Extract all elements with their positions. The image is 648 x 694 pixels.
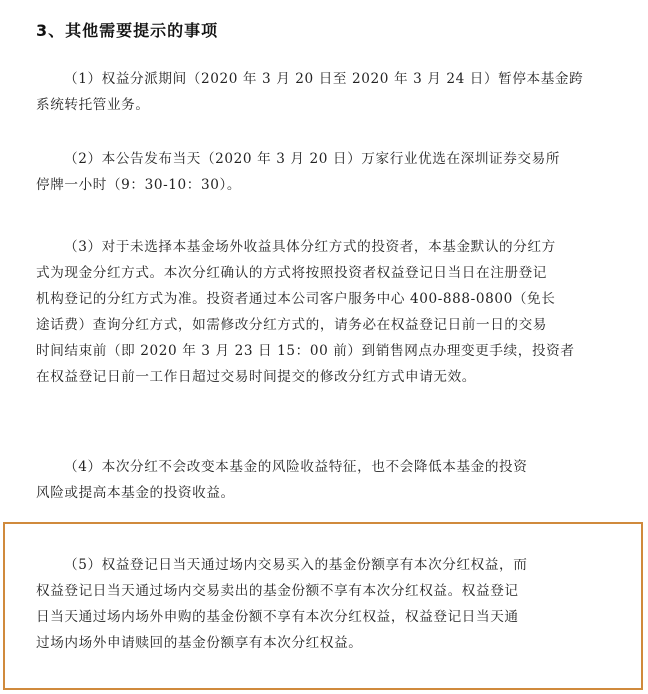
paragraph-line: 途话费）查询分红方式，如需修改分红方式的，请务必在权益登记日前一日的交易 [36, 317, 547, 333]
paragraph-line: 风险或提高本基金的投资收益。 [36, 485, 235, 501]
section-heading: 3、其他需要提示的事项 [36, 21, 219, 40]
paragraph-line: （5）权益登记日当天通过场内交易买入的基金份额享有本次分红权益，而 [64, 557, 528, 573]
paragraph-2 [36, 146, 626, 198]
paragraph-1 [36, 66, 626, 118]
paragraph-line: （1）权益分派期间（2020 年 3 月 20 日至 2020 年 3 月 24 日）暂停本基金跨 [64, 71, 584, 87]
paragraph-line: 式为现金分红方式。本次分红确认的方式将按照投资者权益登记日当日在注册登记 [36, 265, 547, 281]
paragraph-line: 时间结束前（即 2020 年 3 月 23 日 15：00 前）到销售网点办理变更手续，投资者 [36, 343, 575, 359]
paragraph-line: 停牌一小时（9：30-10：30）。 [36, 177, 242, 193]
paragraph-line: （2）本公告发布当天（2020 年 3 月 20 日）万家行业优选在深圳证券交易所 [64, 151, 561, 167]
paragraph-line: （4）本次分红不会改变本基金的风险收益特征，也不会降低本基金的投资 [64, 459, 528, 475]
paragraph-3 [36, 234, 626, 390]
paragraph-4 [36, 454, 626, 506]
paragraph-line: 系统转托管业务。 [36, 97, 150, 113]
paragraph-line: 过场内场外申请赎回的基金份额享有本次分红权益。 [36, 635, 363, 651]
paragraph-line: 权益登记日当天通过场内交易卖出的基金份额不享有本次分红权益。权益登记 [36, 583, 519, 599]
paragraph-line: 日当天通过场内场外申购的基金份额不享有本次分红权益，权益登记日当天通 [36, 609, 519, 625]
paragraph-5-highlighted [36, 552, 626, 656]
paragraph-line: （3）对于未选择本基金场外收益具体分红方式的投资者，本基金默认的分红方 [64, 239, 556, 255]
paragraph-line: 在权益登记日前一工作日超过交易时间提交的修改分红方式申请无效。 [36, 369, 477, 385]
paragraph-line: 机构登记的分红方式为准。投资者通过本公司客户服务中心 400-888-0800（免长 [36, 291, 556, 307]
